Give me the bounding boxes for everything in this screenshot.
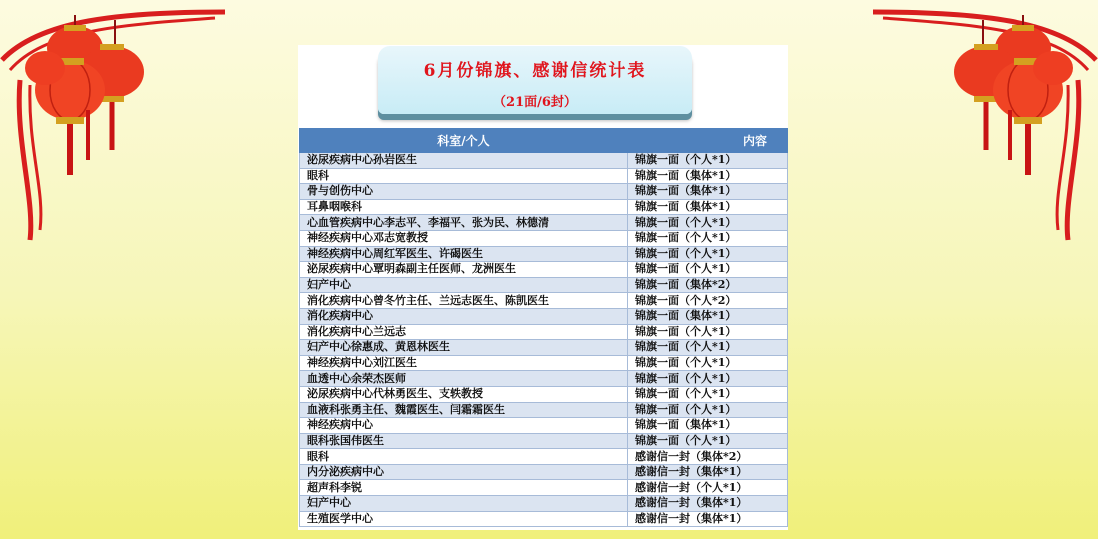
cell-content: 锦旗一面（个人*1） — [628, 153, 788, 169]
table-header-row — [300, 129, 788, 153]
cell-department: 消化疾病中心曾冬竹主任、兰远志医生、陈凯医生 — [300, 293, 628, 309]
cell-content: 锦旗一面（集体*1） — [628, 199, 788, 215]
stats-table — [299, 128, 788, 527]
column-header-department: 科室/个人 — [300, 129, 628, 153]
cell-content: 锦旗一面（集体*1） — [628, 168, 788, 184]
cell-department: 眼科张国伟医生 — [300, 433, 628, 449]
table-row — [300, 418, 788, 434]
cell-content: 感谢信一封（集体*1） — [628, 464, 788, 480]
table-row — [300, 511, 788, 527]
cell-department: 妇产中心 — [300, 277, 628, 293]
table-row — [300, 153, 788, 169]
cell-content: 锦旗一面（集体*1） — [628, 418, 788, 434]
cell-content: 锦旗一面（个人*1） — [628, 433, 788, 449]
cell-department: 血液科张勇主任、魏霞医生、闫霜霜医生 — [300, 402, 628, 418]
table-row — [300, 262, 788, 278]
cell-content: 感谢信一封（个人*1） — [628, 480, 788, 496]
table-row — [300, 215, 788, 231]
table-row — [300, 371, 788, 387]
table-row — [300, 277, 788, 293]
cell-department: 神经疾病中心邓志宽教授 — [300, 230, 628, 246]
page-subtitle: （21面/6封） — [493, 95, 577, 110]
cell-department: 眼科 — [300, 168, 628, 184]
cell-content: 感谢信一封（集体*1） — [628, 496, 788, 512]
cell-content: 锦旗一面（个人*1） — [628, 324, 788, 340]
cell-content: 锦旗一面（个人*1） — [628, 340, 788, 356]
cell-department: 消化疾病中心 — [300, 308, 628, 324]
title-banner — [378, 46, 692, 114]
cell-department: 超声科李锐 — [300, 480, 628, 496]
cell-content: 感谢信一封（集体*1） — [628, 511, 788, 527]
cell-content: 锦旗一面（个人*1） — [628, 262, 788, 278]
table-row — [300, 496, 788, 512]
table-row — [300, 340, 788, 356]
table-row — [300, 184, 788, 200]
table-row — [300, 480, 788, 496]
cell-content: 锦旗一面（个人*1） — [628, 371, 788, 387]
lantern-decoration-right — [868, 0, 1098, 250]
table-row — [300, 168, 788, 184]
cell-department: 生殖医学中心 — [300, 511, 628, 527]
table-row — [300, 246, 788, 262]
table-row — [300, 324, 788, 340]
table-row — [300, 402, 788, 418]
table-row — [300, 433, 788, 449]
cell-department: 妇产中心 — [300, 496, 628, 512]
cell-content: 锦旗一面（个人*1） — [628, 386, 788, 402]
cell-content: 锦旗一面（集体*1） — [628, 184, 788, 200]
column-header-content: 内容 — [628, 129, 788, 153]
table-body — [300, 153, 788, 527]
table-row — [300, 230, 788, 246]
table-row — [300, 199, 788, 215]
cell-content: 感谢信一封（集体*2） — [628, 449, 788, 465]
cell-department: 神经疾病中心刘江医生 — [300, 355, 628, 371]
cell-department: 耳鼻咽喉科 — [300, 199, 628, 215]
lantern-decoration-left — [0, 0, 230, 250]
cell-department: 血透中心余荣杰医师 — [300, 371, 628, 387]
cell-content: 锦旗一面（个人*1） — [628, 355, 788, 371]
cell-department: 消化疾病中心兰远志 — [300, 324, 628, 340]
table-row — [300, 464, 788, 480]
cell-department: 妇产中心徐惠成、黄恩林医生 — [300, 340, 628, 356]
cell-department: 泌尿疾病中心孙岩医生 — [300, 153, 628, 169]
cell-content: 锦旗一面（集体*1） — [628, 308, 788, 324]
cell-content: 锦旗一面（个人*1） — [628, 246, 788, 262]
cell-department: 骨与创伤中心 — [300, 184, 628, 200]
cell-department: 眼科 — [300, 449, 628, 465]
cell-department: 神经疾病中心周红军医生、许碣医生 — [300, 246, 628, 262]
table-row — [300, 386, 788, 402]
cell-department: 泌尿疾病中心覃明森副主任医师、龙洲医生 — [300, 262, 628, 278]
cell-content: 锦旗一面（个人*1） — [628, 215, 788, 231]
table-row — [300, 449, 788, 465]
page-title: 6月份锦旗、感谢信统计表 — [423, 61, 647, 81]
cell-department: 内分泌疾病中心 — [300, 464, 628, 480]
cell-content: 锦旗一面（个人*2） — [628, 293, 788, 309]
cell-content: 锦旗一面（个人*1） — [628, 402, 788, 418]
cell-department: 神经疾病中心 — [300, 418, 628, 434]
table-row — [300, 355, 788, 371]
cell-content: 锦旗一面（个人*1） — [628, 230, 788, 246]
table-row — [300, 293, 788, 309]
cell-department: 心血管疾病中心李志平、李福平、张为民、林德清 — [300, 215, 628, 231]
cell-department: 泌尿疾病中心代林勇医生、支轶教授 — [300, 386, 628, 402]
cell-content: 锦旗一面（集体*2） — [628, 277, 788, 293]
table-row — [300, 308, 788, 324]
